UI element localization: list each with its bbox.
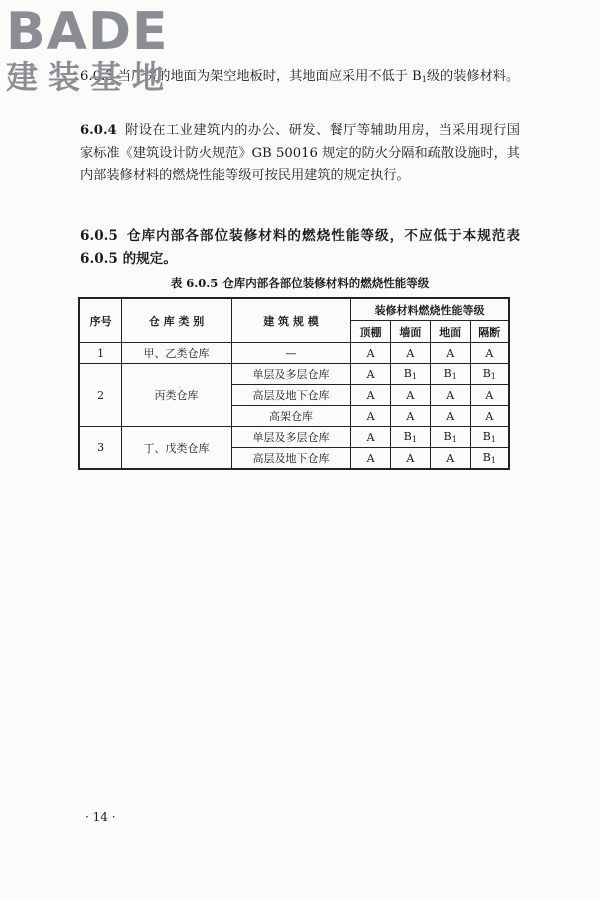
- cell-scale: 高架仓库: [231, 406, 350, 427]
- header-scale: 建 筑 规 模: [231, 298, 350, 343]
- cell-ceiling: A: [351, 364, 391, 385]
- cell-wall: A: [390, 343, 430, 364]
- cell-floor: $B_1$: [430, 364, 470, 385]
- clause-6-0-5: [80, 225, 520, 270]
- cell-floor: A: [430, 343, 470, 364]
- header-category: 仓 库 类 别: [122, 298, 231, 343]
- cell-ceiling: A: [351, 406, 391, 427]
- header-seq: 序号: [79, 298, 122, 343]
- clause-6-0-3: 6.0.3 当厂房的地面为架空地板时，其地面应采用不低于 $B_1$级的装修材料。: [80, 69, 520, 84]
- header-wall: 墙面: [390, 321, 430, 343]
- cell-scale: 高层及地下仓库: [231, 385, 350, 406]
- cell-scale: —: [231, 343, 350, 364]
- clause-6-0-5-text: 仓库内部各部位装修材料的燃烧性能等级，不应低于本规范表 6.0.5 的规定。: [80, 228, 520, 267]
- clause-6-0-4: [80, 120, 520, 188]
- cell-category: 丁、戊类仓库: [122, 427, 231, 470]
- logo-subtitle: 建装基地: [6, 58, 175, 96]
- cell-floor: A: [430, 406, 470, 427]
- cell-partition: A: [470, 385, 509, 406]
- table-row: [79, 427, 509, 448]
- cell-seq: 2: [79, 364, 122, 427]
- cell-partition: $B_1$: [470, 448, 509, 470]
- cell-wall: $B_1$: [390, 427, 430, 448]
- cell-scale: 单层及多层仓库: [231, 427, 350, 448]
- table-row: [79, 364, 509, 385]
- cell-scale: 高层及地下仓库: [231, 448, 350, 470]
- bade-watermark-logo: [6, 2, 175, 96]
- table-caption: 表 6.0.5 仓库内部各部位装修材料的燃烧性能等级: [170, 276, 430, 290]
- clause-6-0-4-text: 附设在工业建筑内的办公、研发、餐厅等辅助用房，当采用现行国家标准《建筑设计防火规范》GB 50016 规定的防火分隔和疏散设施时，其内部装修材料的燃烧性能等级可按民用建筑的规定执行。: [80, 123, 520, 183]
- cell-ceiling: A: [351, 385, 391, 406]
- cell-ceiling: A: [351, 448, 391, 470]
- cell-floor: $B_1$: [430, 427, 470, 448]
- cell-floor: A: [430, 385, 470, 406]
- table-row: [79, 343, 509, 364]
- cell-seq: 3: [79, 427, 122, 470]
- clause-6-0-3-text: 6.0.3 当厂房的地面为架空地板时，其地面应采用不低于 B: [80, 69, 422, 84]
- header-floor: 地面: [430, 321, 470, 343]
- cell-partition: A: [470, 406, 509, 427]
- fire-rating-table: [78, 297, 510, 470]
- cell-partition: $B_1$: [470, 427, 509, 448]
- cell-wall: A: [390, 406, 430, 427]
- header-partition: 隔断: [470, 321, 509, 343]
- cell-wall: A: [390, 448, 430, 470]
- cell-seq: 1: [79, 343, 122, 364]
- cell-wall: $B_1$: [390, 364, 430, 385]
- cell-floor: A: [430, 448, 470, 470]
- cell-ceiling: A: [351, 427, 391, 448]
- cell-wall: A: [390, 385, 430, 406]
- cell-category: 丙类仓库: [122, 364, 231, 427]
- cell-ceiling: A: [351, 343, 391, 364]
- header-ceiling: 顶棚: [351, 321, 391, 343]
- header-rating-group: 装修材料燃烧性能等级: [351, 298, 509, 321]
- cell-partition: $B_1$: [470, 364, 509, 385]
- page-number: · 14 ·: [85, 810, 116, 824]
- clause-number: 6.0.4: [80, 123, 117, 138]
- cell-category: 甲、乙类仓库: [122, 343, 231, 364]
- cell-partition: A: [470, 343, 509, 364]
- logo-word: BADE: [6, 2, 169, 62]
- clause-number: 6.0.5: [80, 228, 118, 244]
- clause-6-0-3-tail: 级的装修材料。: [426, 69, 520, 84]
- cell-scale: 单层及多层仓库: [231, 364, 350, 385]
